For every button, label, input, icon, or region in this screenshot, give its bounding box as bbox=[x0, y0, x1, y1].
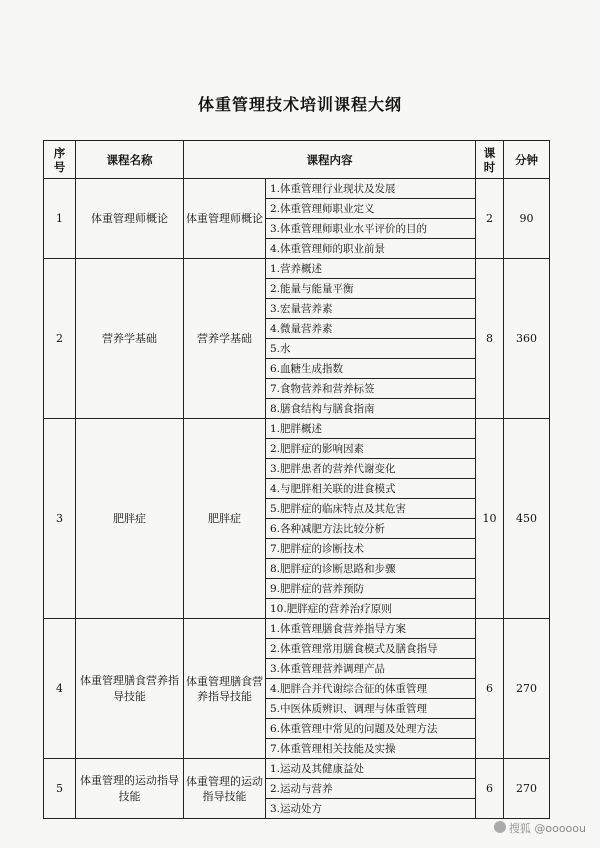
content-items bbox=[266, 759, 475, 818]
row-content-list bbox=[266, 619, 476, 759]
row-course-name: 体重管理师概论 bbox=[76, 179, 184, 259]
row-hours: 6 bbox=[476, 759, 504, 819]
row-content-list bbox=[266, 179, 476, 259]
row-module-name: 体重管理师概论 bbox=[184, 179, 266, 259]
content-item: 4.微量营养素 bbox=[266, 319, 475, 339]
content-item: 1.运动及其健康益处 bbox=[266, 759, 475, 779]
content-item: 6.各种减肥方法比较分析 bbox=[266, 519, 475, 539]
table-row bbox=[44, 619, 550, 759]
row-content-list bbox=[266, 419, 476, 619]
content-item: 9.肥胖症的营养预防 bbox=[266, 579, 475, 599]
content-item: 4.肥胖合并代谢综合征的体重管理 bbox=[266, 679, 475, 699]
row-course-name: 体重管理的运动指导技能 bbox=[76, 759, 184, 819]
content-item: 3.体重管理师职业水平评价的目的 bbox=[266, 219, 475, 239]
row-seq: 4 bbox=[44, 619, 76, 759]
content-item: 5.中医体质辨识、调理与体重管理 bbox=[266, 699, 475, 719]
content-item: 2.能量与能量平衡 bbox=[266, 279, 475, 299]
row-minutes: 270 bbox=[504, 759, 550, 819]
content-items bbox=[266, 259, 475, 418]
table-header-row bbox=[44, 141, 550, 179]
table-row bbox=[44, 259, 550, 419]
content-item: 2.体重管理师职业定义 bbox=[266, 199, 475, 219]
content-item: 1.营养概述 bbox=[266, 259, 475, 279]
content-item: 3.宏量营养素 bbox=[266, 299, 475, 319]
row-hours: 2 bbox=[476, 179, 504, 259]
header-course-content: 课程内容 bbox=[184, 141, 476, 179]
content-item: 8.肥胖症的诊断思路和步骤 bbox=[266, 559, 475, 579]
table-row bbox=[44, 759, 550, 819]
content-items bbox=[266, 179, 475, 258]
content-item: 1.体重管理膳食营养指导方案 bbox=[266, 619, 475, 639]
content-item: 3.肥胖患者的营养代谢变化 bbox=[266, 459, 475, 479]
row-module-name: 营养学基础 bbox=[184, 259, 266, 419]
row-course-name: 肥胖症 bbox=[76, 419, 184, 619]
watermark bbox=[494, 820, 586, 836]
content-item: 5.水 bbox=[266, 339, 475, 359]
header-hours: 课 时 bbox=[476, 141, 504, 179]
content-item: 7.肥胖症的诊断技术 bbox=[266, 539, 475, 559]
page-title: 体重管理技术培训课程大纲 bbox=[197, 95, 402, 114]
row-seq: 1 bbox=[44, 179, 76, 259]
header-course-name: 课程名称 bbox=[76, 141, 184, 179]
row-content-list bbox=[266, 759, 476, 819]
row-course-name: 体重管理膳食营养指导技能 bbox=[76, 619, 184, 759]
content-item: 2.运动与营养 bbox=[266, 779, 475, 799]
content-item: 6.体重管理中常见的问题及处理方法 bbox=[266, 719, 475, 739]
row-minutes: 270 bbox=[504, 619, 550, 759]
sohu-logo-icon bbox=[494, 821, 506, 833]
content-items bbox=[266, 419, 475, 618]
course-outline-table bbox=[43, 140, 550, 819]
row-hours: 6 bbox=[476, 619, 504, 759]
content-item: 2.肥胖症的影响因素 bbox=[266, 439, 475, 459]
table-row bbox=[44, 179, 550, 259]
row-course-name: 营养学基础 bbox=[76, 259, 184, 419]
row-module-name: 体重管理膳食营养指导技能 bbox=[184, 619, 266, 759]
row-module-name: 体重管理的运动指导技能 bbox=[184, 759, 266, 819]
header-minutes: 分钟 bbox=[504, 141, 550, 179]
header-seq: 序 号 bbox=[44, 141, 76, 179]
row-content-list bbox=[266, 259, 476, 419]
content-item: 4.体重管理师的职业前景 bbox=[270, 243, 386, 255]
content-item: 7.体重管理相关技能及实操 bbox=[270, 743, 396, 755]
content-item: 3.体重管理营养调理产品 bbox=[266, 659, 475, 679]
content-item: 8.膳食结构与膳食指南 bbox=[270, 403, 375, 415]
row-seq: 2 bbox=[44, 259, 76, 419]
row-seq: 5 bbox=[44, 759, 76, 819]
content-item: 5.肥胖症的临床特点及其危害 bbox=[266, 499, 475, 519]
content-item: 10.肥胖症的营养治疗原则 bbox=[270, 603, 392, 615]
content-items bbox=[266, 619, 475, 758]
row-minutes: 450 bbox=[504, 419, 550, 619]
content-item: 2.体重管理常用膳食模式及膳食指导 bbox=[266, 639, 475, 659]
row-seq: 3 bbox=[44, 419, 76, 619]
content-item: 4.与肥胖相关联的进食模式 bbox=[266, 479, 475, 499]
row-minutes: 360 bbox=[504, 259, 550, 419]
row-minutes: 90 bbox=[504, 179, 550, 259]
content-item: 1.体重管理行业现状及发展 bbox=[266, 179, 475, 199]
row-hours: 10 bbox=[476, 419, 504, 619]
watermark-text: 搜狐 @ooooou bbox=[508, 822, 586, 835]
content-item: 3.运动处方 bbox=[270, 803, 323, 815]
content-item: 6.血糖生成指数 bbox=[266, 359, 475, 379]
row-module-name: 肥胖症 bbox=[184, 419, 266, 619]
table-row bbox=[44, 419, 550, 619]
content-item: 7.食物营养和营养标签 bbox=[266, 379, 475, 399]
content-item: 1.肥胖概述 bbox=[266, 419, 475, 439]
row-hours: 8 bbox=[476, 259, 504, 419]
